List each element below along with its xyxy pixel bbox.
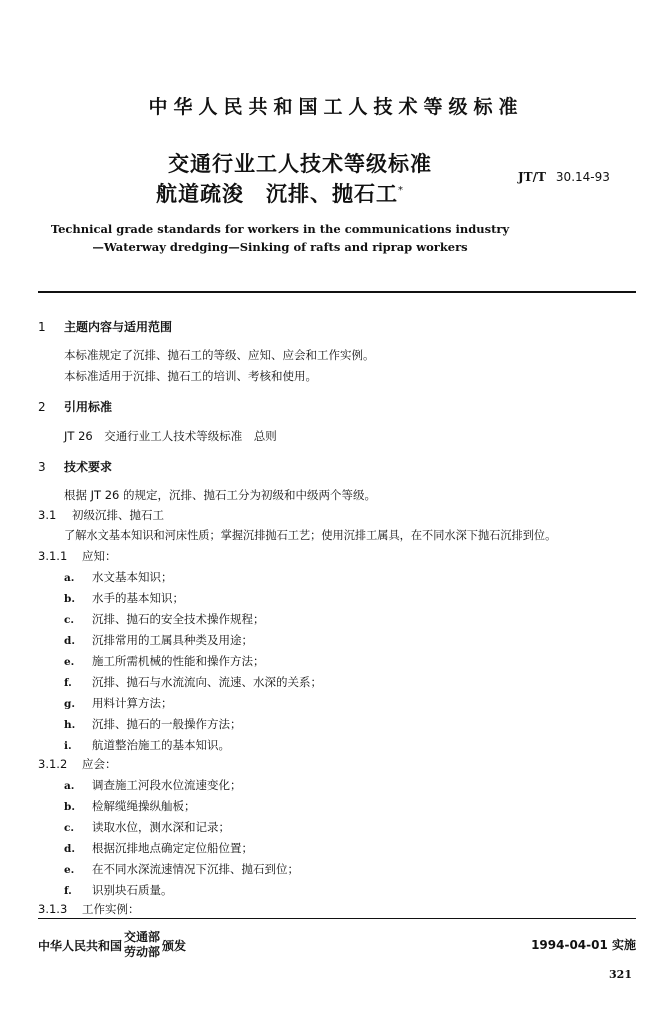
list-item-letter: a.	[64, 572, 75, 584]
national-standard-heading: 中华人民共和国工人技术等级标准	[148, 96, 524, 118]
issuing-country: 中华人民共和国	[38, 938, 123, 953]
implementation-date: 1994-04-01 实施	[531, 938, 636, 952]
list-item	[64, 695, 173, 711]
list-item	[64, 674, 322, 690]
list-item	[64, 798, 196, 814]
list-item-letter: b.	[64, 801, 75, 813]
ministry-labour: 劳动部	[124, 945, 161, 959]
list-item-letter: f.	[64, 677, 72, 689]
list-item-text: 施工所需机械的性能和操作方法；	[92, 654, 265, 668]
list-item-text: 沉排常用的工属具种类及用途；	[92, 633, 253, 647]
list-item-letter: c.	[64, 614, 75, 626]
section-3-1-para-1: 了解水文基本知识和河床性质；掌握沉排抛石工艺；使用沉排工属具，在不同水深下抛石沉排到位。	[64, 529, 557, 542]
title-line2-text: 航道疏浚 沉排、抛石工	[156, 182, 398, 206]
list-item-letter: i.	[64, 740, 72, 752]
section-1-para-2: 本标准适用于沉排、抛石工的培训、考核和使用。	[64, 369, 317, 383]
list-item	[64, 861, 299, 877]
title-footnote-mark: *	[398, 185, 404, 196]
list-item-letter: h.	[64, 719, 76, 731]
issuing-authority	[38, 930, 186, 960]
ministry-transport: 交通部	[124, 930, 161, 944]
list-item-text: 沉排、抛石的一般操作方法；	[92, 717, 242, 731]
list-item	[64, 819, 230, 835]
section-1-title: 主题内容与适用范围	[64, 320, 173, 334]
list-item-letter: f.	[64, 885, 72, 897]
standard-title-line1: 交通行业工人技术等级标准	[168, 152, 432, 176]
list-item	[64, 569, 173, 585]
standard-number	[518, 170, 610, 184]
section-3-1-2-number: 3.1.2	[38, 757, 68, 771]
list-item-text: 调查施工河段水位流速变化；	[92, 778, 242, 792]
list-item-letter: e.	[64, 864, 75, 876]
issued-label: 颁发	[162, 938, 187, 953]
section-1-number: 1	[38, 320, 46, 334]
english-title-line2: —Waterway dredging—Sinking of rafts and riprap workers	[92, 240, 468, 254]
list-item-text: 用料计算方法；	[92, 696, 173, 710]
section-3-para-1: 根据 JT 26 的规定，沉排、抛石工分为初级和中级两个等级。	[64, 488, 377, 502]
list-item-text: 在不同水深流速情况下沉排、抛石到位；	[92, 862, 299, 876]
list-item-letter: d.	[64, 635, 75, 647]
header-divider	[38, 291, 636, 293]
list-item-text: 航道整治施工的基本知识。	[92, 738, 230, 752]
standard-prefix: JT/T	[518, 170, 546, 184]
list-item-text: 根据沉排地点确定定位船位置；	[92, 841, 253, 855]
list-item-letter: a.	[64, 780, 75, 792]
list-item-text: 水文基本知识；	[92, 570, 173, 584]
section-3-1-2-heading	[38, 756, 117, 772]
list-item-letter: g.	[64, 698, 75, 710]
list-item-letter: e.	[64, 656, 75, 668]
list-item	[64, 611, 265, 627]
list-item	[64, 716, 242, 732]
section-3-1-3-heading	[38, 901, 140, 917]
standard-title-line2	[0, 178, 560, 208]
list-item	[64, 632, 253, 648]
list-item-text: 水手的基本知识；	[92, 591, 184, 605]
list-item-letter: b.	[64, 593, 75, 605]
section-2-title: 引用标准	[64, 400, 113, 414]
section-3-number: 3	[38, 460, 46, 474]
list-item	[64, 590, 184, 606]
list-item-letter: d.	[64, 843, 75, 855]
list-item-text: 沉排、抛石的安全技术操作规程；	[92, 612, 265, 626]
section-3-title: 技术要求	[64, 460, 113, 474]
section-3-1-1-heading	[38, 548, 117, 564]
list-item	[64, 737, 230, 753]
list-item	[64, 882, 173, 898]
section-3-1-1-number: 3.1.1	[38, 549, 68, 563]
list-item	[64, 840, 253, 856]
section-3-1-number: 3.1	[38, 508, 57, 522]
section-3-1-heading	[38, 507, 164, 523]
section-1-para-1: 本标准规定了沉排、抛石工的等级、应知、应会和工作实例。	[64, 348, 375, 362]
english-title-line1: Technical grade standards for workers in the communications industry	[50, 222, 510, 236]
section-2-heading	[38, 398, 112, 415]
section-3-heading	[38, 458, 112, 475]
section-1-heading	[38, 318, 172, 335]
issuing-ministries	[124, 930, 160, 960]
section-2-para-1: JT 26 交通行业工人技术等级标准 总则	[64, 429, 277, 443]
section-3-1-2-title: 应会：	[82, 757, 117, 771]
list-item-text: 识别块石质量。	[92, 883, 173, 897]
footer-divider	[38, 918, 636, 919]
list-item-letter: c.	[64, 822, 75, 834]
page-number: 321	[609, 968, 632, 981]
section-2-number: 2	[38, 400, 46, 414]
list-item	[64, 777, 242, 793]
section-3-1-3-title: 工作实例：	[82, 902, 140, 916]
list-item-text: 沉排、抛石与水流流向、流速、水深的关系；	[92, 675, 322, 689]
section-3-1-3-number: 3.1.3	[38, 902, 68, 916]
list-item-text: 读取水位，测水深和记录；	[92, 820, 230, 834]
section-3-1-title: 初级沉排、抛石工	[72, 508, 164, 522]
list-item	[64, 653, 265, 669]
list-item-text: 检解缆绳操纵舢板；	[92, 799, 196, 813]
standard-number-value: 30.14-93	[555, 170, 610, 184]
section-3-1-1-title: 应知：	[82, 549, 117, 563]
